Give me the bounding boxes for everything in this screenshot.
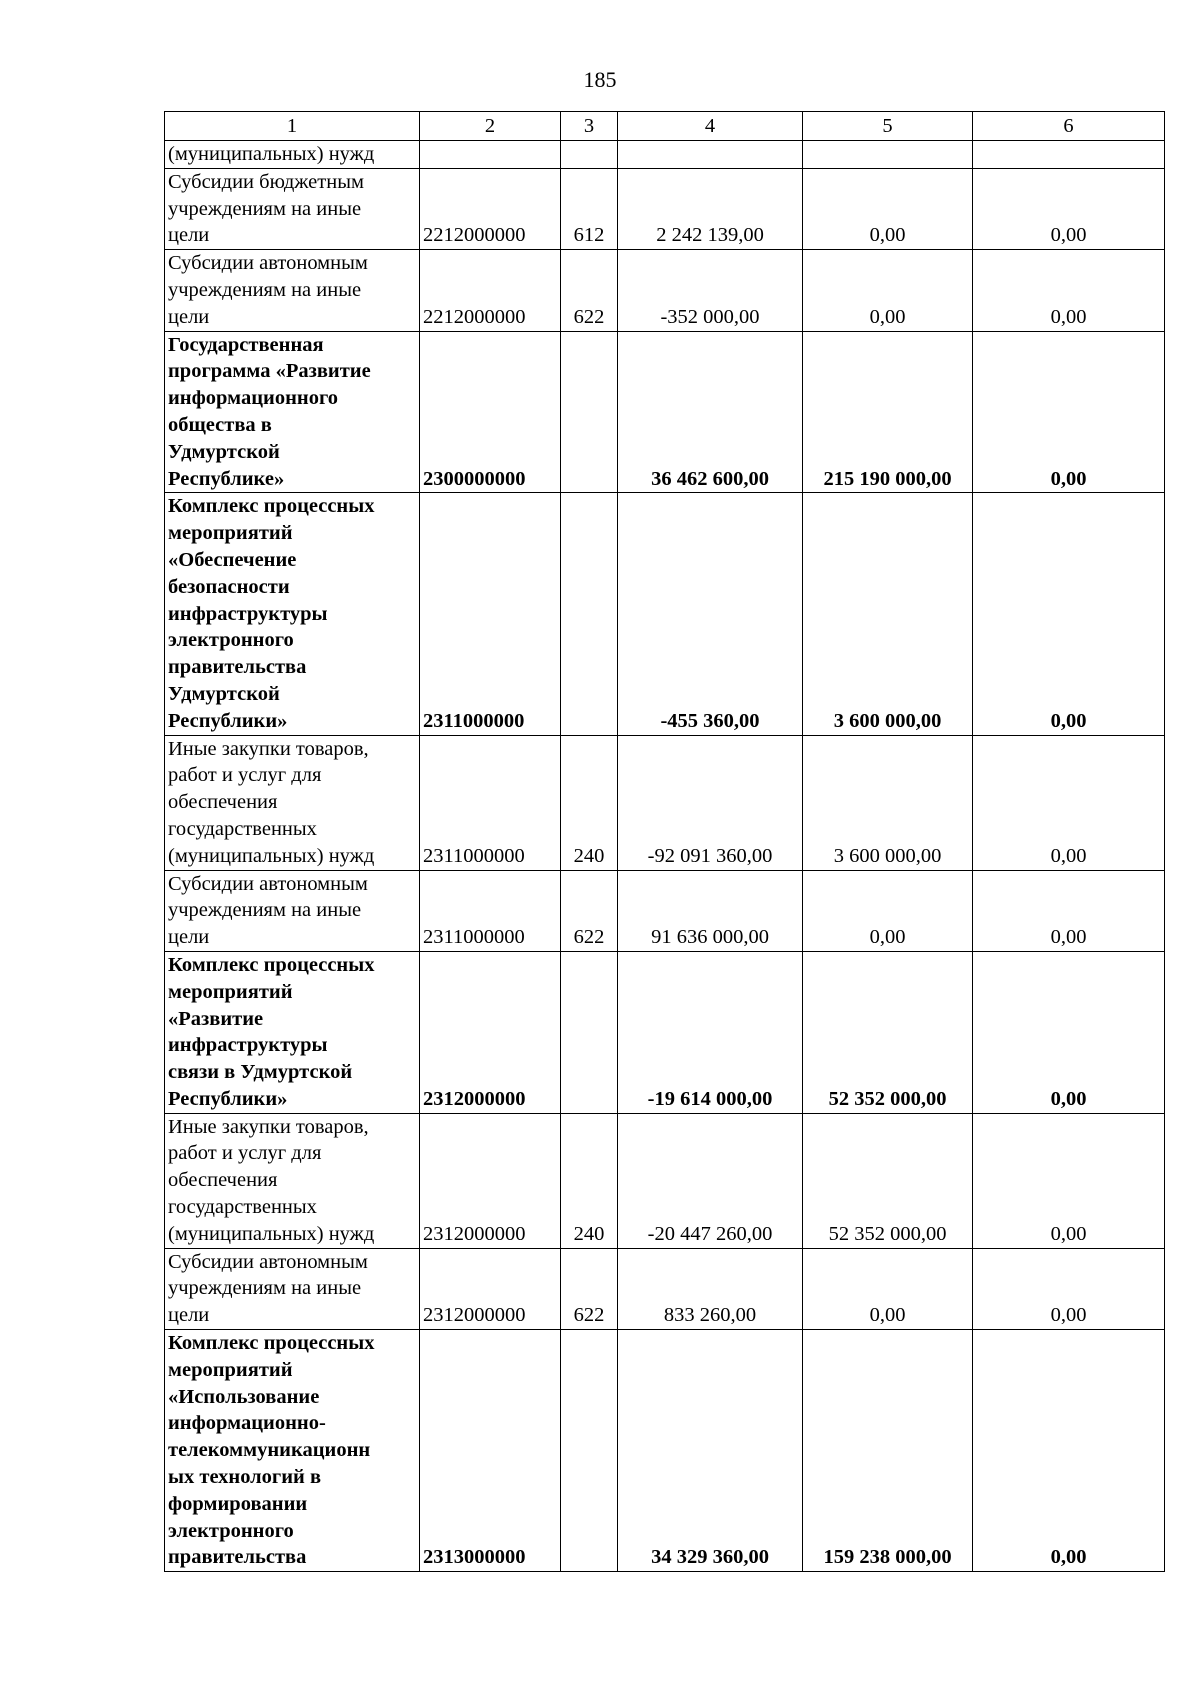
row-name-line: ых технологий в — [168, 1466, 322, 1489]
amount-column-4-cell: -20 447 260,00 — [618, 1113, 803, 1248]
expense-type-cell: 622 — [561, 870, 618, 951]
amount-column-4-cell: -455 360,00 — [618, 493, 803, 735]
row-name-line: Республики» — [168, 1087, 288, 1110]
amount-column-4-cell: -92 091 360,00 — [618, 735, 803, 870]
amount-column-6-cell: 0,00 — [973, 250, 1165, 331]
target-article-code-cell: 2311000000 — [420, 870, 561, 951]
amount-column-5-cell: 0,00 — [803, 168, 973, 249]
row-name-line: Иные закупки товаров, — [168, 1115, 369, 1138]
row-name-line: правительства — [168, 656, 307, 679]
target-article-code-cell: 2300000000 — [420, 331, 561, 493]
table-body — [165, 112, 1165, 1572]
amount-column-6-cell: 0,00 — [973, 168, 1165, 249]
row-name-line: (муниципальных) нужд — [168, 1222, 375, 1245]
row-name-line: (муниципальных) нужд — [168, 143, 375, 165]
row-name-line: работ и услуг для — [168, 1142, 322, 1165]
row-name-line: электронного — [168, 629, 294, 652]
row-name-line: цели — [168, 926, 210, 949]
row-name-line: правительства — [168, 1546, 307, 1569]
table-row — [165, 1248, 1165, 1329]
column-header-3: 3 — [561, 112, 618, 141]
row-name-line: Республики» — [168, 709, 288, 732]
column-header-1: 1 — [165, 112, 420, 141]
row-name-line: Субсидии автономным — [168, 872, 368, 895]
table-row — [165, 870, 1165, 951]
amount-column-6-cell: 0,00 — [973, 1248, 1165, 1329]
table-row — [165, 1330, 1165, 1572]
amount-column-4-cell: 34 329 360,00 — [618, 1330, 803, 1572]
amount-column-5-cell: 159 238 000,00 — [803, 1330, 973, 1572]
row-name-cell — [165, 168, 420, 249]
amount-column-6-cell: 0,00 — [973, 870, 1165, 951]
row-name-cell — [165, 735, 420, 870]
expense-type-cell — [561, 141, 618, 169]
amount-column-6-cell: 0,00 — [973, 493, 1165, 735]
row-name-cell — [165, 870, 420, 951]
header-row — [165, 112, 1165, 141]
target-article-code-cell: 2311000000 — [420, 735, 561, 870]
row-name-line: Удмуртской — [168, 440, 280, 463]
row-name-line: Удмуртской — [168, 682, 280, 705]
column-header-5: 5 — [803, 112, 973, 141]
row-name-line: инфраструктуры — [168, 602, 328, 625]
amount-column-4-cell: 2 242 139,00 — [618, 168, 803, 249]
row-name-line: информационно- — [168, 1412, 326, 1435]
row-name-line: цели — [168, 224, 210, 247]
table-row — [165, 951, 1165, 1113]
row-name-line: Субсидии бюджетным — [168, 170, 364, 193]
target-article-code-cell: 2311000000 — [420, 493, 561, 735]
expense-type-cell — [561, 1330, 618, 1572]
row-name-line: формировании — [168, 1492, 308, 1515]
expense-type-cell: 240 — [561, 735, 618, 870]
row-name-line: мероприятий — [168, 522, 293, 545]
row-name-line: учреждениям на иные — [168, 1277, 362, 1300]
amount-column-6-cell: 0,00 — [973, 951, 1165, 1113]
column-header-2: 2 — [420, 112, 561, 141]
target-article-code-cell: 2312000000 — [420, 1248, 561, 1329]
row-name-line: учреждениям на иные — [168, 278, 362, 301]
row-name-line: Субсидии автономным — [168, 252, 368, 275]
row-name-line: электронного — [168, 1519, 294, 1542]
target-article-code-cell — [420, 141, 561, 169]
row-name-line: работ и услуг для — [168, 764, 322, 787]
amount-column-6-cell: 0,00 — [973, 735, 1165, 870]
expense-type-cell — [561, 951, 618, 1113]
row-name-line: учреждениям на иные — [168, 197, 362, 220]
table-row — [165, 141, 1165, 169]
budget-table — [164, 111, 1165, 1572]
target-article-code-cell: 2312000000 — [420, 1113, 561, 1248]
row-name-line: мероприятий — [168, 980, 293, 1003]
table-row — [165, 735, 1165, 870]
row-name-cell — [165, 1330, 420, 1572]
row-name-line: инфраструктуры — [168, 1034, 328, 1057]
row-name-line: (муниципальных) нужд — [168, 844, 375, 867]
amount-column-4-cell: 833 260,00 — [618, 1248, 803, 1329]
row-name-line: связи в Удмуртской — [168, 1061, 353, 1084]
row-name-line: «Использование — [168, 1385, 320, 1408]
amount-column-6-cell: 0,00 — [973, 1113, 1165, 1248]
row-name-line: мероприятий — [168, 1358, 293, 1381]
row-name-line: обеспечения — [168, 791, 278, 814]
column-header-4: 4 — [618, 112, 803, 141]
amount-column-5-cell: 3 600 000,00 — [803, 735, 973, 870]
row-name-line: Республике» — [168, 467, 285, 490]
row-name-line: Иные закупки товаров, — [168, 737, 369, 760]
amount-column-5-cell — [803, 141, 973, 169]
row-name-cell — [165, 250, 420, 331]
amount-column-4-cell: 36 462 600,00 — [618, 331, 803, 493]
table-row — [165, 168, 1165, 249]
expense-type-cell: 612 — [561, 168, 618, 249]
column-header-6: 6 — [973, 112, 1165, 141]
target-article-code-cell: 2313000000 — [420, 1330, 561, 1572]
table-row — [165, 1113, 1165, 1248]
row-name-line: учреждениям на иные — [168, 899, 362, 922]
page-number: 185 — [583, 67, 617, 92]
amount-column-4-cell: -352 000,00 — [618, 250, 803, 331]
expense-type-cell — [561, 493, 618, 735]
amount-column-5-cell: 3 600 000,00 — [803, 493, 973, 735]
row-name-cell — [165, 1113, 420, 1248]
amount-column-4-cell: -19 614 000,00 — [618, 951, 803, 1113]
row-name-cell — [165, 1248, 420, 1329]
row-name-line: цели — [168, 1304, 210, 1327]
row-name-cell — [165, 951, 420, 1113]
row-name-cell — [165, 331, 420, 493]
table-row — [165, 250, 1165, 331]
expense-type-cell: 622 — [561, 1248, 618, 1329]
row-name-line: Субсидии автономным — [168, 1250, 368, 1273]
expense-type-cell: 240 — [561, 1113, 618, 1248]
amount-column-5-cell: 0,00 — [803, 870, 973, 951]
expense-type-cell — [561, 331, 618, 493]
expense-type-cell: 622 — [561, 250, 618, 331]
amount-column-5-cell: 52 352 000,00 — [803, 951, 973, 1113]
row-name-line: «Развитие — [168, 1007, 264, 1030]
amount-column-4-cell — [618, 141, 803, 169]
row-name-line: Комплекс процессных — [168, 495, 375, 518]
row-name-line: информационного — [168, 387, 339, 410]
row-name-line: общества в — [168, 413, 272, 436]
amount-column-5-cell: 0,00 — [803, 250, 973, 331]
target-article-code-cell: 2212000000 — [420, 168, 561, 249]
amount-column-5-cell: 0,00 — [803, 1248, 973, 1329]
row-name-line: телекоммуникационн — [168, 1439, 371, 1462]
row-name-line: цели — [168, 305, 210, 328]
row-name-line: Комплекс процессных — [168, 1332, 375, 1355]
row-name-line: Государственная — [168, 333, 324, 356]
amount-column-6-cell: 0,00 — [973, 331, 1165, 493]
amount-column-6-cell: 0,00 — [973, 1330, 1165, 1572]
target-article-code-cell: 2312000000 — [420, 951, 561, 1113]
amount-column-5-cell: 52 352 000,00 — [803, 1113, 973, 1248]
row-name-line: государственных — [168, 1196, 317, 1219]
amount-column-6-cell — [973, 141, 1165, 169]
table-row — [165, 493, 1165, 735]
row-name-cell — [165, 493, 420, 735]
row-name-line: «Обеспечение — [168, 548, 297, 571]
amount-column-5-cell: 215 190 000,00 — [803, 331, 973, 493]
row-name-line: программа «Развитие — [168, 360, 371, 383]
amount-column-4-cell: 91 636 000,00 — [618, 870, 803, 951]
row-name-line: обеспечения — [168, 1169, 278, 1192]
row-name-line: Комплекс процессных — [168, 953, 375, 976]
target-article-code-cell: 2212000000 — [420, 250, 561, 331]
row-name-line: государственных — [168, 817, 317, 840]
row-name-cell — [165, 141, 420, 169]
row-name-line: безопасности — [168, 575, 290, 598]
table-row — [165, 331, 1165, 493]
